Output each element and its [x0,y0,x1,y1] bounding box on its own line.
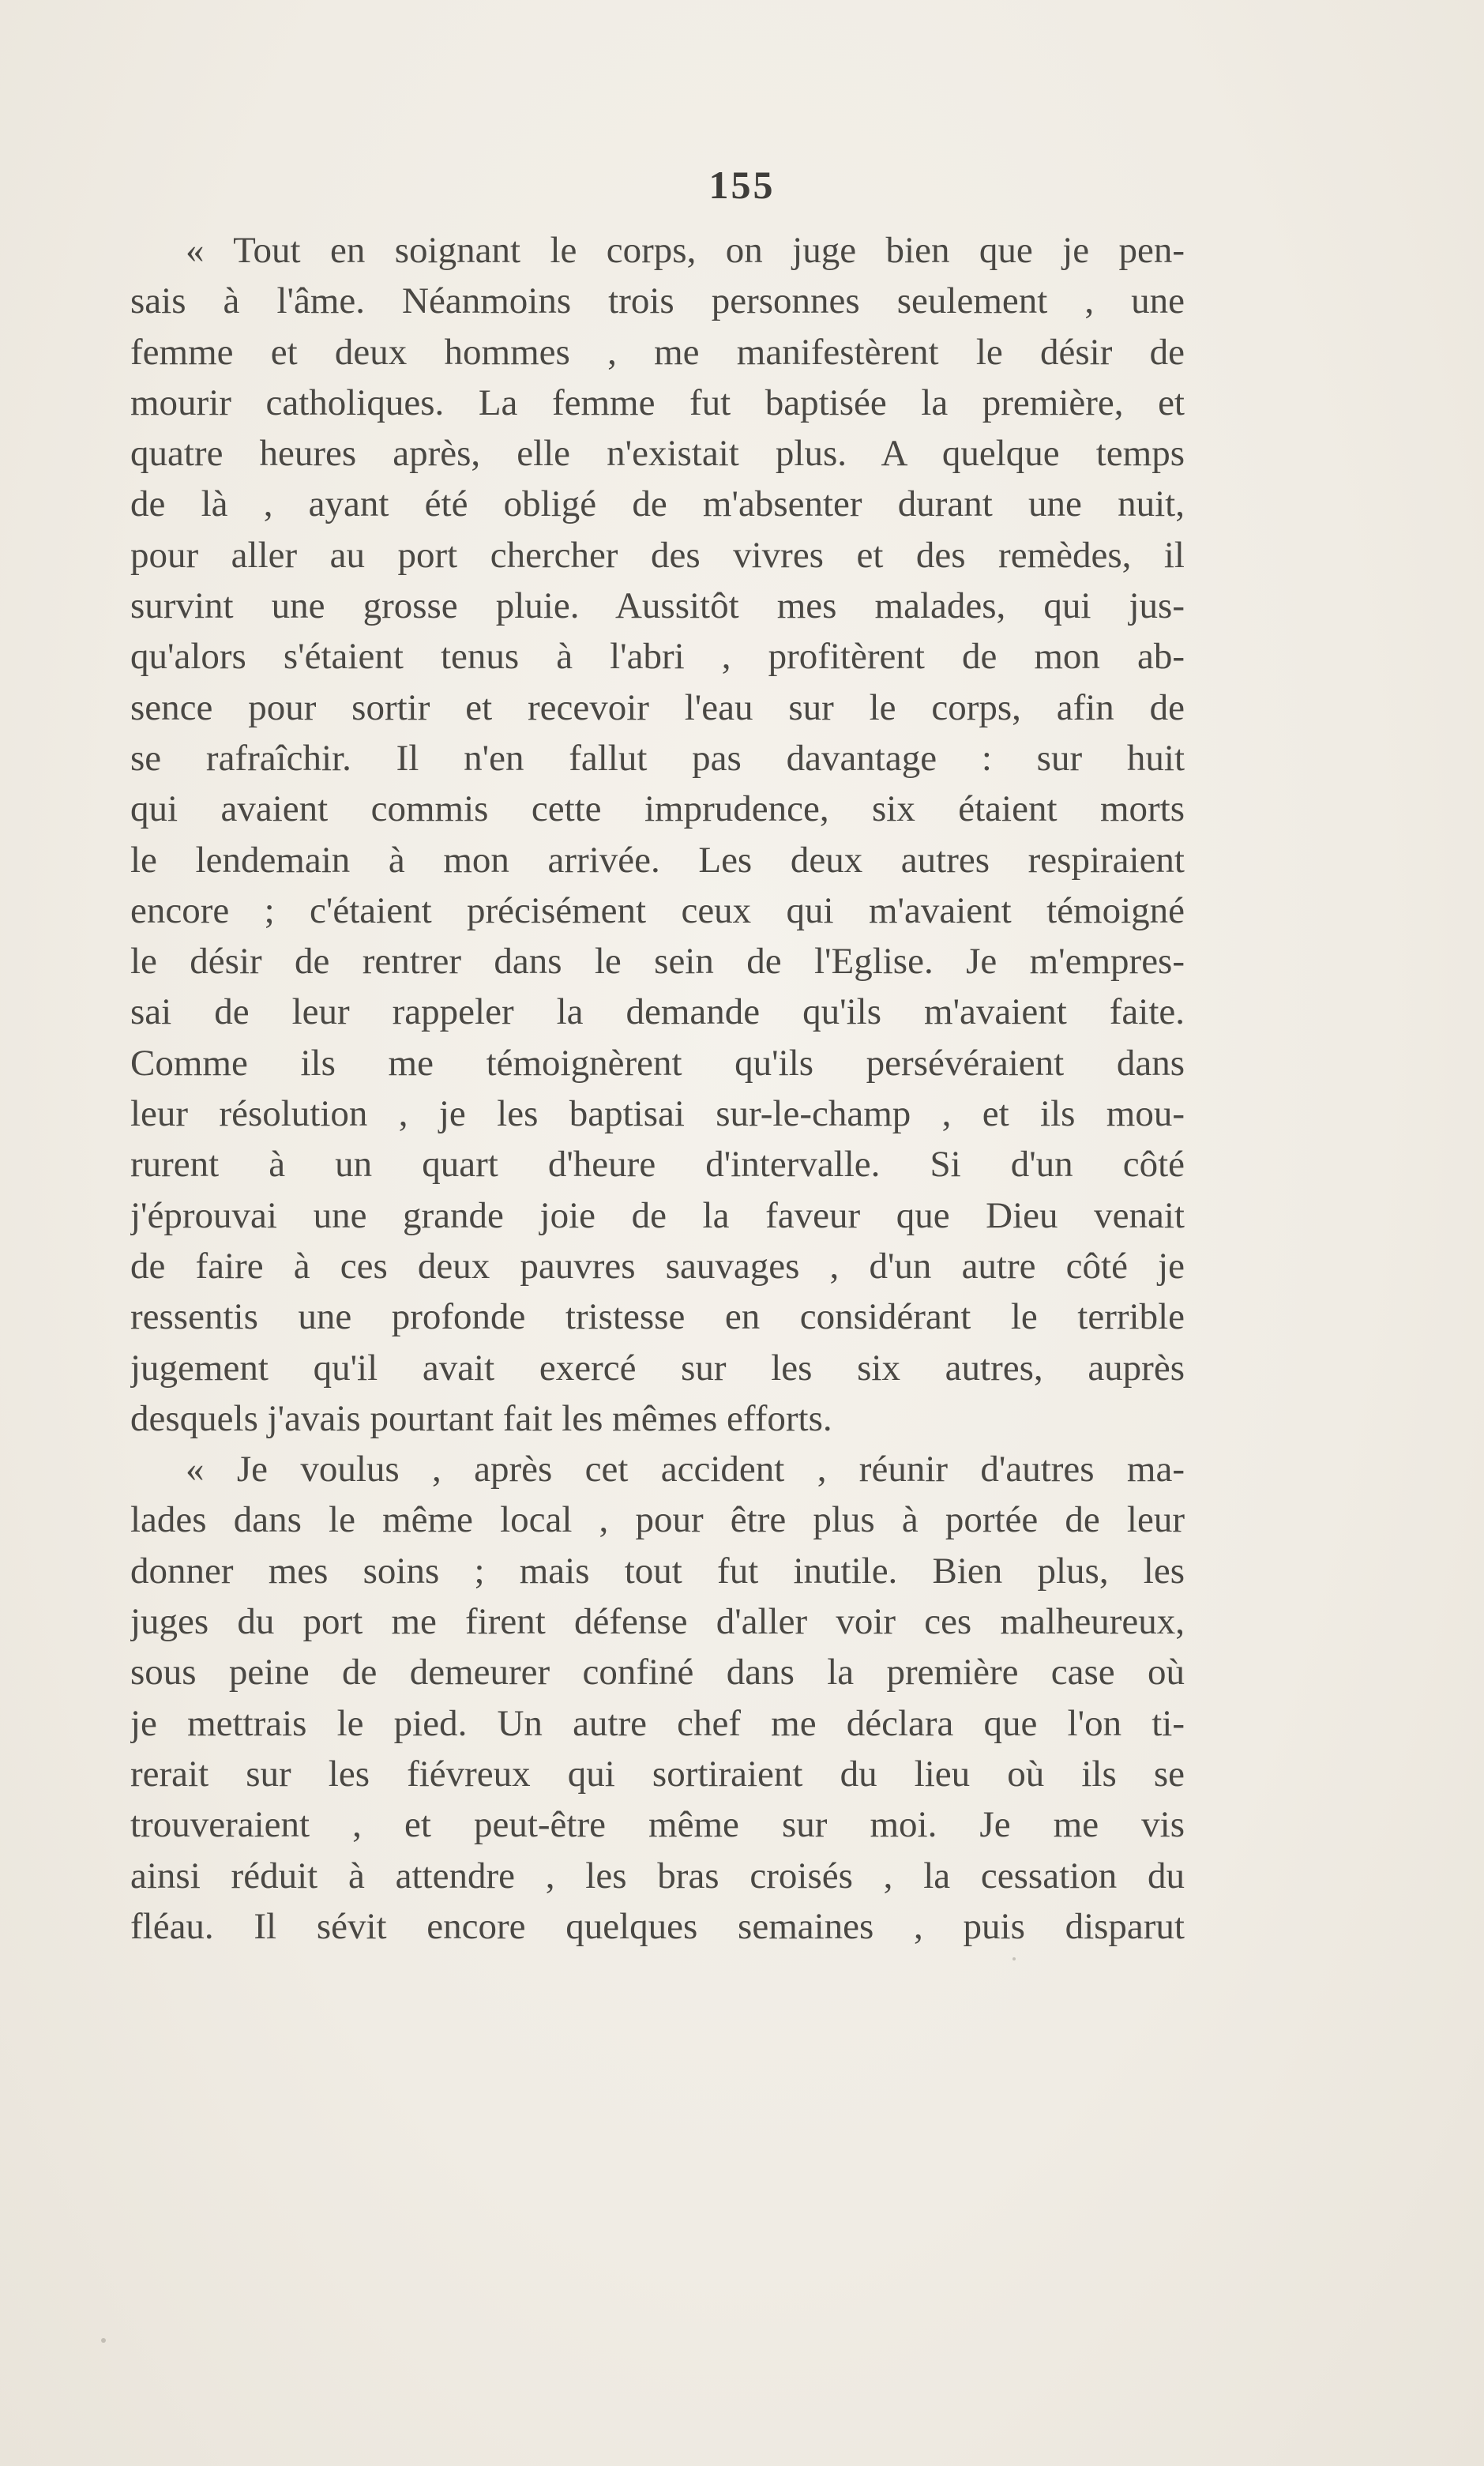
text-line: trouveraient , et peut-être même sur moi. Je me vis [130,1804,1185,1846]
paper-speck [101,2338,106,2343]
text-line: donner mes soins ; mais tout fut inutile. Bien plus, les [130,1550,1185,1592]
text-line: ressentis une profonde tristesse en considérant le terrible [130,1296,1185,1338]
text-line: sai de leur rappeler la demande qu'ils m'avaient faite. [130,991,1185,1033]
paragraph-2 [130,1444,1185,1952]
text-line: quatre heures après, elle n'existait plus. A quelque temps [130,433,1185,475]
text-line: rerait sur les fiévreux qui sortiraient du lieu où ils se [130,1753,1185,1795]
text-line: pour aller au port chercher des vivres et des remèdes, il [130,534,1185,576]
text-line: qui avaient commis cette imprudence, six étaient morts [130,788,1185,830]
text-line: fléau. Il sévit encore quelques semaines , puis disparut [130,1905,1185,1947]
page-number: 155 [708,163,776,207]
text-line: mourir catholiques. La femme fut baptisée la première, et [130,382,1185,423]
text-line: le désir de rentrer dans le sein de l'Eglise. Je m'empres- [130,941,1185,983]
text-line: femme et deux hommes , me manifestèrent le désir de [130,331,1185,373]
text-line: je mettrais le pied. Un autre chef me déclara que l'on ti- [130,1702,1185,1744]
text-line: le lendemain à mon arrivée. Les deux autres respiraient [130,839,1185,881]
text-line: leur résolution , je les baptisai sur-le-champ , et ils mou- [130,1093,1185,1135]
text-line: desquels j'avais pourtant fait les mêmes efforts. [130,1397,832,1439]
text-line: « Je voulus , après cet accident , réunir d'autres ma- [186,1449,1185,1491]
text-line: j'éprouvai une grande joie de la faveur que Dieu venait [130,1194,1185,1236]
paper-speck [1013,1957,1016,1960]
text-line: sous peine de demeurer confiné dans la première case où [130,1652,1185,1693]
text-line: de là , ayant été obligé de m'absenter durant une nuit, [130,483,1185,525]
text-line: lades dans le même local , pour être plus à portée de leur [130,1499,1185,1541]
text-line: de faire à ces deux pauvres sauvages , d'un autre côté je [130,1245,1185,1287]
text-line: survint une grosse pluie. Aussitôt mes malades, qui jus- [130,585,1185,627]
text-line: rurent à un quart d'heure d'intervalle. Si d'un côté [130,1144,1185,1186]
text-line: qu'alors s'étaient tenus à l'abri , profitèrent de mon ab- [130,636,1185,678]
text-line: se rafraîchir. Il n'en fallut pas davantage : sur huit [130,737,1185,779]
text-line: sence pour sortir et recevoir l'eau sur le corps, afin de [130,686,1185,728]
text-line: « Tout en soignant le corps, on juge bien que je pen- [186,230,1185,271]
text-line: jugement qu'il avait exercé sur les six autres, auprès [130,1347,1185,1389]
paragraph-1 [130,225,1185,1444]
text-line: Comme ils me témoignèrent qu'ils persévéraient dans [130,1042,1185,1084]
text-line: sais à l'âme. Néanmoins trois personnes seulement , une [130,280,1185,322]
text-line: encore ; c'étaient précisément ceux qui m'avaient témoigné [130,889,1185,931]
text-line: juges du port me firent défense d'aller voir ces malheureux, [130,1601,1185,1643]
body-text [130,225,1185,1952]
text-line: ainsi réduit à attendre , les bras croisés , la cessation du [130,1855,1185,1896]
